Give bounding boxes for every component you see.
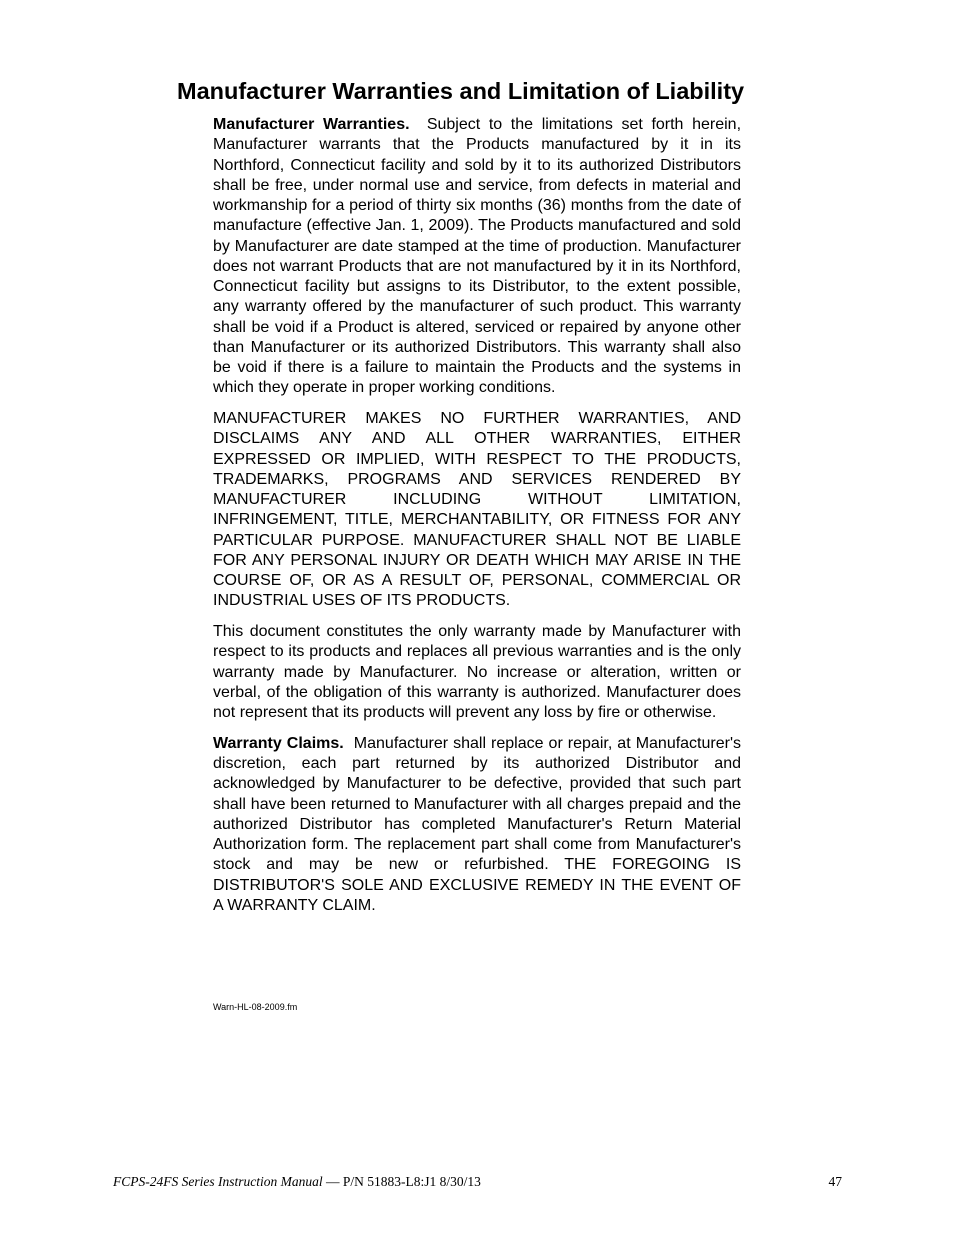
footer-manual-reference	[113, 1174, 481, 1190]
footer-manual-title: FCPS-24FS Series Instruction Manual	[113, 1174, 323, 1189]
source-file-tag: Warn-HL-08-2009.fm	[213, 1002, 298, 1012]
footer-part-number: — P/N 51883-L8:J1 8/30/13	[322, 1174, 481, 1189]
claims-paragraph	[213, 734, 741, 916]
warranties-text: Subject to the limitations set forth herein, Manufacturer warrants that the Products manufactured by it in its Northford, Connecticut facility and sold by it to its authorized Distributors shall be free, under normal use and service, from defects in material and workmanship for a period of thirty six months (36) months from the date of manufacture (effective Jan. 1, 2009). The Products manufactured and sold by Manufacturer are date stamped at the time of production. Manufacturer does not warrant Products that are not manufactured by it in its Northford, Connecticut facility but assigns to its Distributor, to the extent possible, any warranty offered by the manufacturer of such product. This warranty shall be void if a Product is altered, serviced or repaired by anyone other than Manufacturer or its authorized Distributors. This warranty shall also be void if there is a failure to maintain the Products and the systems in which they operate in proper working conditions.	[213, 116, 742, 397]
warranty-body	[213, 115, 741, 927]
warranties-run-in-heading: Manufacturer Warranties.	[213, 116, 410, 133]
warranties-paragraph	[213, 115, 741, 399]
page-number: 47	[828, 1174, 842, 1189]
disclaimer-paragraph: MANUFACTURER MAKES NO FURTHER WARRANTIES, AND DISCLAIMS ANY AND ALL OTHER WARRANTIES, EITHER EXPRESSED OR IMPLIED, WITH RESPECT TO THE PRODUCTS, TRADEMARKS, PROGRAMS AND SERVICES RENDERED BY MANUFACTURER INCLUDING WITHOUT LIMITATION, INFRINGEMENT, TITLE, MERCHANTABILITY, OR FITNESS FOR ANY PARTICULAR PURPOSE. MANUFACTURER SHALL NOT BE LIABLE FOR ANY PERSONAL INJURY OR DEATH WHICH MAY ARISE IN THE COURSE OF, OR AS A RESULT OF, PERSONAL, COMMERCIAL OR INDUSTRIAL USES OF ITS PRODUCTS.	[213, 410, 741, 610]
only-warranty-paragraph: This document constitutes the only warranty made by Manufacturer with respect to its products and replaces all previous warranties and is the only warranty made by Manufacturer. No increase or alteration, written or verbal, of the obligation of this warranty is authorized. Manufacturer does not represent that its products will prevent any loss by fire or otherwise.	[213, 623, 741, 721]
page-title: Manufacturer Warranties and Limitation of Liability	[177, 78, 745, 104]
claims-text: Manufacturer shall replace or repair, at Manufacturer's discretion, each part returned by its authorized Distributor and acknowledged by Manufacturer to be defective, provided that such part shall have been returned to Manufacturer with all charges prepaid and the authorized Distributor has completed Manufacturer's Return Material Authorization form. The replacement part shall come from Manufacturer's stock and may be new or refurbished. THE FOREGOING IS DISTRIBUTOR'S SOLE AND EXCLUSIVE REMEDY IN THE EVENT OF A WARRANTY CLAIM.	[213, 734, 742, 914]
claims-run-in-heading: Warranty Claims.	[213, 734, 344, 752]
